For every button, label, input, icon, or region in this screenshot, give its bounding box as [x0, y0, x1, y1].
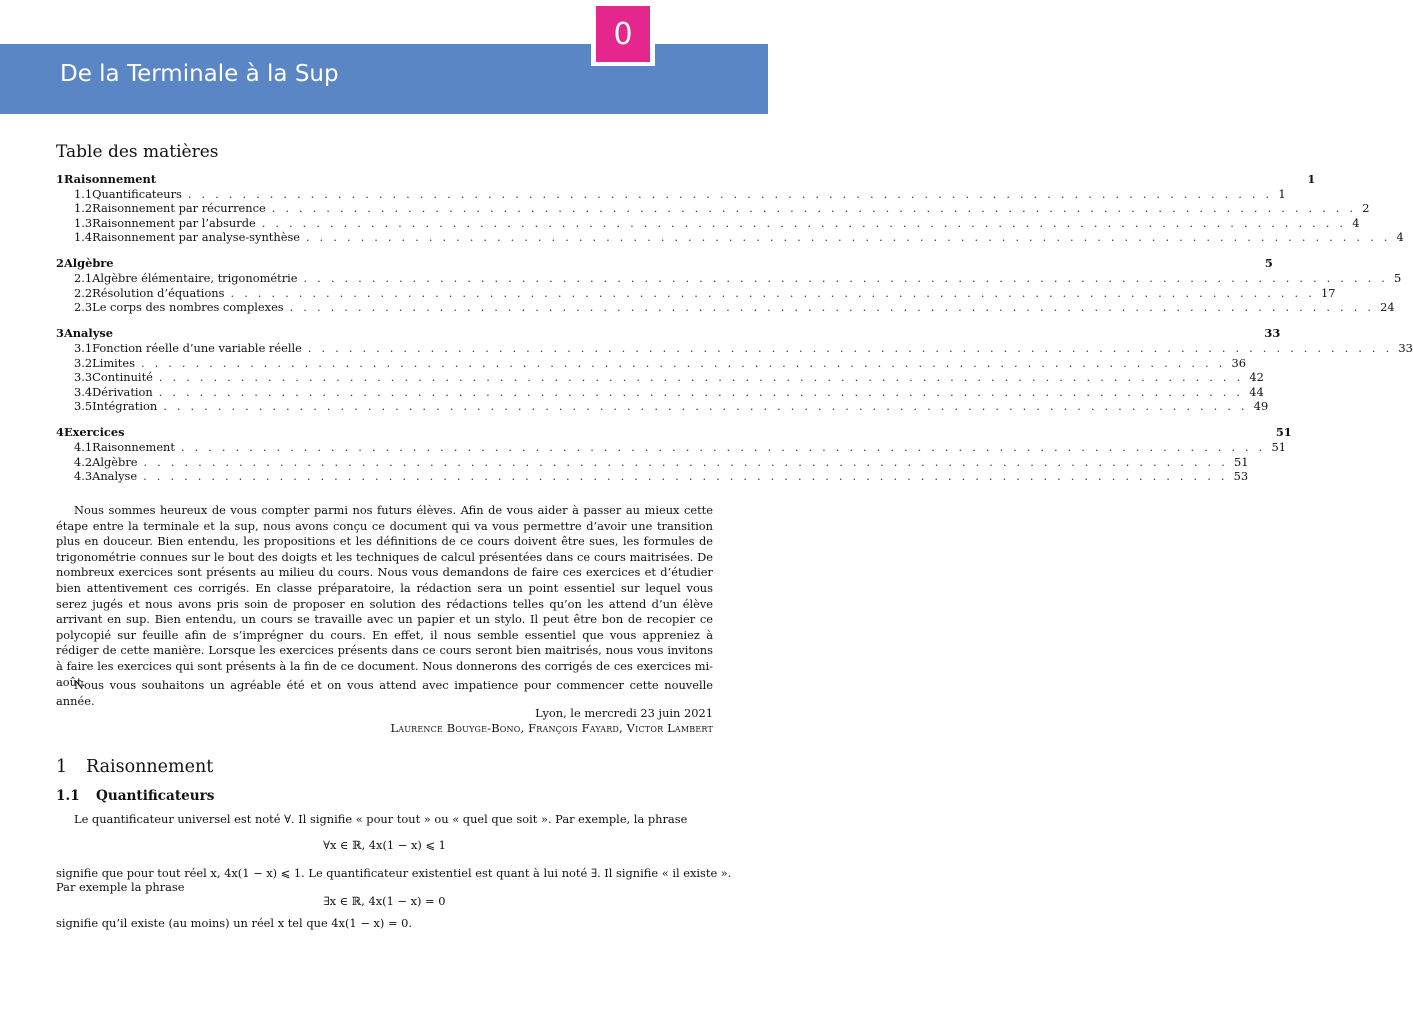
- toc-leader: . . . . . . . . . . . . . . . . . . . . . . . . . . . . . . . . . . . . . . . . . . . . . . . . . . . . . . . . . . . . . . . . . . . . . . . . . . . . . . . .: [303, 271, 1389, 286]
- math-formula: ∀x ∈ ℝ, 4x(1 − x) ⩽ 1: [323, 838, 446, 852]
- toc-leader: . . . . . . . . . . . . . . . . . . . . . . . . . . . . . . . . . . . . . . . . . . . . . . . . . . . . . . . . . . . . . . . . . . . . . . . . . . . . . . . .: [187, 186, 1273, 201]
- toc-entry-page: 2: [1362, 201, 1370, 216]
- toc-entry-number: 3.3: [74, 370, 93, 385]
- toc-entry-page: 51: [1234, 454, 1249, 469]
- toc-entry-title: Limites: [92, 355, 135, 370]
- toc-entry-page: 1: [1278, 186, 1286, 201]
- toc-entry[interactable]: [56, 425, 1292, 440]
- toc-entry-title: Algèbre: [63, 256, 114, 271]
- toc-entry-number: 4.3: [74, 469, 93, 484]
- toc-entry-page: 5: [1264, 256, 1273, 271]
- toc-entry-title: Résolution d’équations: [92, 285, 225, 300]
- body-text-line: Le quantificateur universel est noté ∀. Il signifie « pour tout » ou « quel que soit ». Par exemple, la phrase: [74, 812, 688, 826]
- toc-entry[interactable]: [56, 285, 1336, 301]
- toc-leader: . . . . . . . . . . . . . . . . . . . . . . . . . . . . . . . . . . . . . . . . . . . . . . . . . . . . . . . . . . . . . . . . . . . . . . . . . . . . . . . .: [158, 370, 1244, 385]
- body-text-line: signifie que pour tout réel x, 4x(1 − x) ⩽ 1. Le quantificateur existentiel est quant à lui noté ∃. Il signifie « il existe ».: [56, 866, 732, 880]
- toc-entry-page: 17: [1321, 285, 1336, 300]
- toc-entry-title: Continuité: [92, 370, 153, 385]
- toc-entry-title: Quantificateurs: [92, 186, 182, 201]
- toc-heading: Table des matières: [56, 142, 219, 162]
- math-formula: ∃x ∈ ℝ, 4x(1 − x) = 0: [323, 894, 446, 908]
- toc-entry-number: 2.1: [74, 271, 93, 286]
- section-number: 1: [56, 757, 68, 777]
- toc-entry-number: 1.4: [74, 230, 93, 245]
- toc-leader: . . . . . . . . . . . . . . . . . . . . . . . . . . . . . . . . . . . . . . . . . . . . . . . . . . . . . . . . . . . . . . . . . . . . . . . . . . . . . . . .: [158, 384, 1244, 399]
- toc-entry-page: 42: [1249, 370, 1264, 385]
- toc-leader: . . . . . . . . . . . . . . . . . . . . . . . . . . . . . . . . . . . . . . . . . . . . . . . . . . . . . . . . . . . . . . . . . . . . . . . . . . . . . . . .: [140, 355, 1226, 370]
- toc-leader: . . . . . . . . . . . . . . . . . . . . . . . . . . . . . . . . . . . . . . . . . . . . . . . . . . . . . . . . . . . . . . . . . . . . . . . . . . . . . . . .: [180, 440, 1266, 454]
- toc-entry[interactable]: [56, 186, 1286, 202]
- toc-entry-page: 51: [1275, 425, 1292, 440]
- toc-entry-title: Exercices: [63, 425, 125, 440]
- toc-entry[interactable]: [56, 469, 1249, 484]
- toc-entry-number: 4: [56, 425, 64, 440]
- toc-leader: . . . . . . . . . . . . . . . . . . . . . . . . . . . . . . . . . . . . . . . . . . . . . . . . . . . . . . . . . . . . . . . . . . . . . . . . . . . . . . . .: [230, 285, 1315, 300]
- toc-entry-title: Dérivation: [92, 384, 153, 399]
- toc-entry-title: Analyse: [92, 469, 138, 484]
- toc-entry-title: Algèbre: [92, 454, 138, 469]
- toc-entry[interactable]: [56, 355, 1246, 371]
- toc-entry-number: 4.2: [74, 454, 93, 469]
- toc-entry[interactable]: [56, 230, 1404, 245]
- toc-leader: . . . . . . . . . . . . . . . . . . . . . . . . . . . . . . . . . . . . . . . . . . . . . . . . . . . . . . . . . . . . . . . . . . . . . . . . . . . . . . . .: [143, 469, 1228, 484]
- toc-entry-number: 4.1: [74, 440, 93, 454]
- toc-entry-number: 1: [56, 172, 64, 186]
- toc-entry-title: Raisonnement par récurrence: [92, 201, 266, 216]
- section-heading: [56, 757, 213, 777]
- toc-entry[interactable]: [56, 256, 1273, 271]
- section-title: Raisonnement: [86, 757, 214, 777]
- toc-entry-number: 3.1: [74, 340, 93, 355]
- toc-entry-title: Raisonnement: [63, 172, 157, 186]
- toc-entry-number: 3: [56, 326, 64, 341]
- toc-entry-page: 4: [1396, 230, 1404, 245]
- toc-entry[interactable]: [56, 384, 1264, 400]
- subsection-number: 1.1: [56, 788, 80, 804]
- body-text-line: Par exemple la phrase: [56, 880, 185, 894]
- toc-entry-page: 49: [1253, 399, 1269, 414]
- toc-entry-number: 1.1: [74, 186, 93, 201]
- body-text-line: signifie qu’il existe (au moins) un réel x tel que 4x(1 − x) = 0.: [56, 916, 412, 930]
- toc-entry[interactable]: [56, 215, 1360, 231]
- toc-entry[interactable]: [56, 172, 1316, 187]
- toc-entry[interactable]: [56, 454, 1249, 470]
- table-of-contents: [56, 172, 1413, 495]
- toc-entry-page: 33: [1398, 340, 1413, 355]
- toc-leader: . . . . . . . . . . . . . . . . . . . . . . . . . . . . . . . . . . . . . . . . . . . . . . . . . . . . . . . . . . . . . . . . . . . . . . . . . . . . . . . .: [289, 300, 1375, 315]
- toc-entry[interactable]: [56, 370, 1264, 385]
- toc-entry-page: 1: [1307, 172, 1316, 186]
- toc-section-analyse: [56, 326, 1413, 414]
- toc-entry-title: Raisonnement par analyse-synthèse: [92, 230, 301, 245]
- chapter-number-badge: 0: [596, 6, 650, 62]
- toc-entry-number: 1.2: [74, 201, 93, 216]
- toc-entry-page: 4: [1352, 215, 1360, 230]
- toc-entry-number: 3.2: [74, 355, 93, 370]
- toc-entry-title: Le corps des nombres complexes: [92, 300, 284, 315]
- toc-entry[interactable]: [56, 201, 1370, 216]
- toc-entry-title: Raisonnement: [92, 440, 175, 454]
- toc-entry-title: Intégration: [92, 399, 158, 414]
- toc-leader: . . . . . . . . . . . . . . . . . . . . . . . . . . . . . . . . . . . . . . . . . . . . . . . . . . . . . . . . . . . . . . . . . . . . . . . . . . . . . . . .: [307, 340, 1393, 355]
- toc-entry[interactable]: [56, 271, 1402, 286]
- signature-date: Lyon, le mercredi 23 juin 2021: [535, 706, 713, 720]
- document-title: De la Terminale à la Sup: [60, 61, 339, 87]
- toc-entry-number: 1.3: [74, 215, 93, 230]
- toc-entry[interactable]: [56, 440, 1286, 455]
- toc-entry[interactable]: [56, 300, 1395, 315]
- toc-entry-page: 53: [1233, 469, 1249, 484]
- toc-entry-number: 2.2: [74, 285, 93, 300]
- toc-entry-number: 2: [56, 256, 64, 271]
- toc-entry-page: 24: [1380, 300, 1395, 315]
- toc-entry-title: Analyse: [63, 326, 114, 341]
- intro-closing-paragraph: Nous vous souhaitons un agréable été et on vous attend avec impatience pour commencer cette nouvelle année.: [56, 678, 713, 708]
- intro-paragraph: Nous sommes heureux de vous compter parmi nos futurs élèves. Afin de vous aider à passer au mieux cette étape entre la terminale et la sup, nous avons conçu ce document qui va vous permettre d’avoir une transition plus en douceur. Bien entendu, les propositions et les définitions de ce cours doivent être sues, les formules de trigonométrie connues sur le bout des doigts et les techniques de calcul présentées dans ce cours maitrisées. De nombreux exercices sont présents au milieu du cours. Nous vous demandons de faire ces exercices et d’étudier bien attentivement ces corrigés. En classe préparatoire, la rédaction sera un point essentiel sur lequel vous serez jugés et nous avons pris soin de proposer en solution des rédactions telles qu’on les attend d’un élève arrivant en sup. Bien entendu, un cours se travaille avec un papier et un stylo. Il peut être bon de recopier ce polycopié sur feuille afin de s’imprégner du cours. En effet, il nous semble essentiel que vous appreniez à rédiger de cette manière. Lorsque les exercices présents dans ce cours seront bien maitrisés, nous vous invitons à faire les exercices qui sont présents à la fin de ce document. Nous donnerons des corrigés de ces exercices mi-août.: [56, 503, 713, 689]
- toc-entry-title: Raisonnement par l’absurde: [92, 215, 256, 230]
- toc-leader: . . . . . . . . . . . . . . . . . . . . . . . . . . . . . . . . . . . . . . . . . . . . . . . . . . . . . . . . . . . . . . . . . . . . . . . . . . . . . . . .: [261, 215, 1347, 230]
- toc-entry-number: 2.3: [74, 300, 93, 315]
- toc-entry-page: 33: [1264, 326, 1281, 341]
- toc-entry-page: 5: [1394, 271, 1402, 286]
- toc-entry-title: Fonction réelle d’une variable réelle: [92, 340, 302, 355]
- toc-leader: . . . . . . . . . . . . . . . . . . . . . . . . . . . . . . . . . . . . . . . . . . . . . . . . . . . . . . . . . . . . . . . . . . . . . . . . . . . . . . . .: [306, 230, 1391, 245]
- toc-entry[interactable]: [56, 399, 1269, 414]
- toc-entry-title: Algèbre élémentaire, trigonométrie: [92, 271, 298, 286]
- toc-section-algebre: [56, 256, 1402, 315]
- toc-entry-number: 3.5: [74, 399, 93, 414]
- subsection-heading: [56, 788, 214, 804]
- toc-section-raisonnement: [56, 172, 1404, 245]
- toc-entry-number: 3.4: [74, 384, 93, 399]
- toc-entry[interactable]: [56, 326, 1281, 341]
- toc-leader: . . . . . . . . . . . . . . . . . . . . . . . . . . . . . . . . . . . . . . . . . . . . . . . . . . . . . . . . . . . . . . . . . . . . . . . . . . . . . . . .: [143, 454, 1229, 469]
- toc-entry-page: 51: [1271, 440, 1286, 454]
- toc-leader: . . . . . . . . . . . . . . . . . . . . . . . . . . . . . . . . . . . . . . . . . . . . . . . . . . . . . . . . . . . . . . . . . . . . . . . . . . . . . . . .: [163, 399, 1248, 414]
- toc-entry-page: 36: [1231, 355, 1246, 370]
- subsection-title: Quantificateurs: [96, 788, 215, 804]
- signature-authors: Laurence Bouyge-Bono, François Fayard, Victor Lambert: [390, 721, 713, 735]
- toc-section-exercices: [56, 425, 1292, 484]
- toc-leader: . . . . . . . . . . . . . . . . . . . . . . . . . . . . . . . . . . . . . . . . . . . . . . . . . . . . . . . . . . . . . . . . . . . . . . . . . . . . . . . .: [271, 201, 1357, 216]
- toc-entry[interactable]: [56, 340, 1413, 356]
- toc-entry-page: 44: [1249, 384, 1264, 399]
